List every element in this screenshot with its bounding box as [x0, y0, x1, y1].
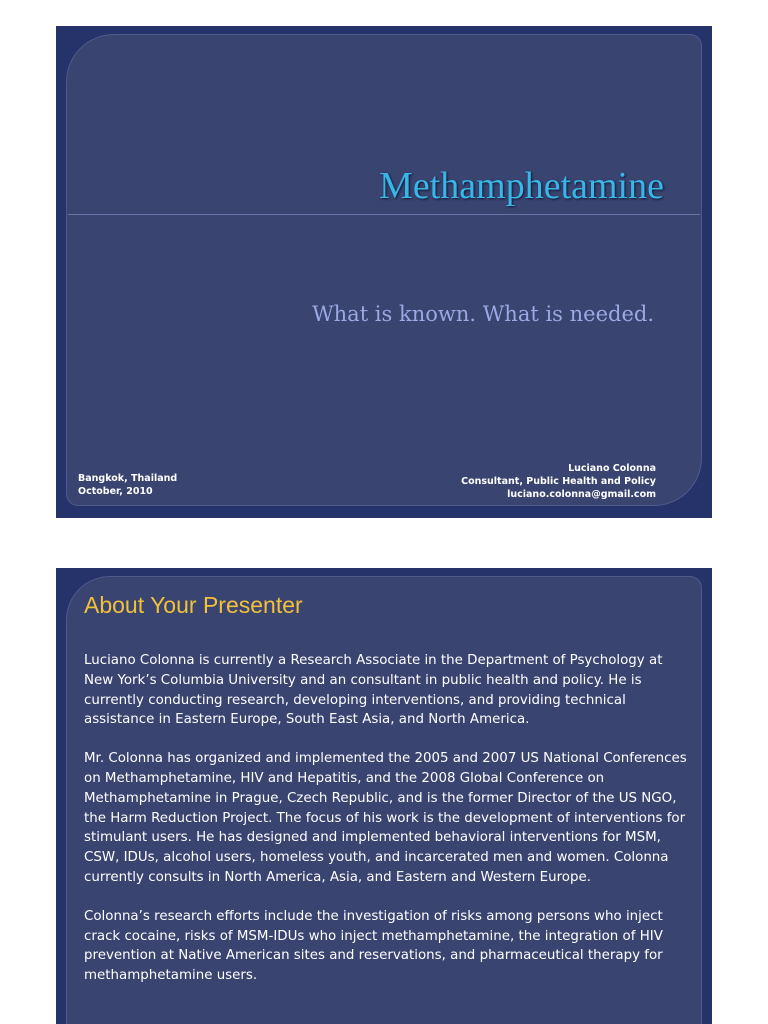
- bio-text: [84, 651, 694, 1005]
- title-divider: [68, 214, 700, 215]
- slide-subtitle: What is known. What is needed.: [312, 302, 654, 326]
- slide-panel: [66, 34, 702, 506]
- slide-title: Methamphetamine: [379, 165, 664, 207]
- presenter-name: Luciano Colonna: [568, 463, 656, 474]
- title-slide: [56, 26, 712, 518]
- bio-paragraph: Luciano Colonna is currently a Research Associate in the Department of Psychology at New York’s Columbia University and an consultant in public health and policy. He is currently conducting research, developing interventions, and providing technical assistance in Eastern Europe, South East Asia, and North America.: [84, 653, 663, 728]
- presenter-role: Consultant, Public Health and Policy: [461, 476, 656, 487]
- about-slide: [56, 568, 712, 1024]
- event-location: Bangkok, Thailand: [78, 473, 178, 484]
- presenter-info: [461, 462, 656, 501]
- bio-paragraph: Mr. Colonna has organized and implemented the 2005 and 2007 US National Conferences on Methamphetamine, HIV and Hepatitis, and the 2008 Global Conference on Methamphetamine in Prague, Czech Republic, and is the former Director of the US NGO, the Harm Reduction Project. The focus of his work is the development of interventions for stimulant users. He has designed and implemented behavioral interventions for MSM, CSW, IDUs, alcohol users, homeless youth, and incarcerated men and women. Colonna currently consults in North America, Asia, and Eastern and Western Europe.: [84, 751, 687, 885]
- bio-paragraph: Colonna’s research efforts include the investigation of risks among persons who inject crack cocaine, risks of MSM-IDUs who inject methamphetamine, the integration of HIV prevention at Native American sites and reservations, and pharmaceutical therapy for methamphetamine users.: [84, 908, 663, 984]
- slide-title: About Your Presenter: [84, 592, 303, 618]
- presenter-email: luciano.colonna@gmail.com: [507, 489, 656, 500]
- event-info: [78, 472, 177, 498]
- event-date: October, 2010: [78, 486, 153, 497]
